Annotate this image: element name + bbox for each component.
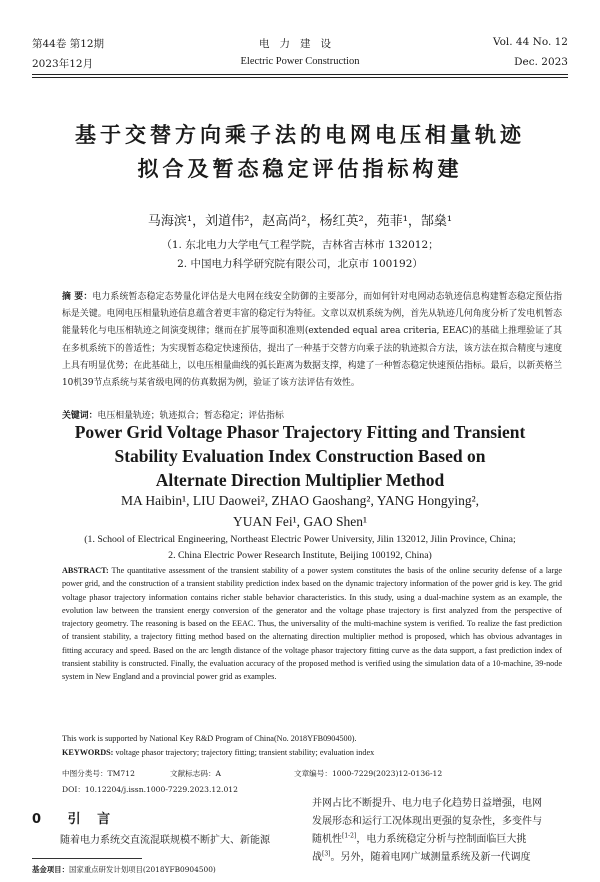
authors-en-line1: MA Haibin¹, LIU Daowei², ZHAO Gaoshang², YANG Hongying², — [120, 493, 480, 508]
header-rule — [32, 74, 568, 75]
title-en — [20, 420, 580, 492]
abstract-cn — [62, 289, 562, 392]
header-journal-en: Electric Power Construction — [240, 56, 360, 67]
keywords-en-text: voltage phasor trajectory; trajectory fitting; transient stability; evaluation index — [113, 748, 375, 757]
authors-en-line2: YUAN Fei¹, GAO Shen¹ — [232, 514, 368, 529]
keywords-cn-label: 关键词： — [62, 411, 98, 421]
footnote-text: 国家重点研发计划项目(2018YFB0904500) — [68, 865, 216, 874]
body-column-right — [312, 795, 570, 867]
affiliation-en-line1: (1. School of Electrical Engineering, Northeast Electric Power University, Jilin 132012, Jilin Province, China; — [84, 534, 516, 545]
footnote — [32, 864, 216, 875]
body-right-line3b: ，电力系统稳定分析与控制面临巨大挑 — [356, 834, 527, 845]
doi: DOI：10.12204/j.issn.1000-7229.2023.12.012 — [62, 785, 238, 794]
title-cn — [20, 118, 580, 186]
section-heading — [32, 808, 116, 827]
header-date-en: Dec. 2023 — [514, 56, 568, 68]
title-cn-line1: 基于交替方向乘子法的电网电压相量轨迹 — [75, 123, 525, 147]
funding-en: This work is supported by National Key R&D Program of China(No. 2018YFB0904500). — [62, 734, 357, 743]
body-right-line3 — [312, 831, 570, 849]
citation-ref: [1-2] — [342, 832, 357, 840]
header-rule-thin — [32, 77, 568, 78]
affiliation-cn-line1: （1. 东北电力大学电气工程学院，吉林省吉林市 132012； — [161, 239, 439, 251]
title-cn-line2: 拟合及暂态稳定评估指标构建 — [137, 157, 463, 181]
body-right-line1: 并网占比不断提升、电力电子化趋势日益增强，电网 — [312, 798, 542, 809]
title-en-line1: Power Grid Voltage Phasor Trajectory Fitting and Transient — [74, 422, 526, 442]
abstract-en-label: ABSTRACT: — [62, 566, 109, 575]
abstract-cn-text: 电力系统暂态稳定态势量化评估是大电网在线安全防御的主要部分，而如何针对电网动态轨迹信息构建暂态稳定预估指标是关键。电网电压相量轨迹信息蕴含着更丰富的稳定行为特征。文章以双机系统为例，首先从轨迹几何角度分析了发电机暂态能量转化与电压相轨迹之间演变规律；继而在扩展等面积准则(extended equal area criteria, EEAC)的基础上推理验证了其在多机系统下的普适性；为实现暂态稳定快速预估，提出了一种基于交替方向乘子法的轨迹拟合方法，该方法在拟合精度与速度上具有明显优势；在此基础上，以电压相量曲线的弧长距离为数据支撑，构建了一种暂态稳定快速预估指标。最后，以新英格兰10机39节点系统与某省级电网的仿真数据为例，验证了该方法评估有效性。 — [62, 292, 562, 389]
affiliations-en — [20, 532, 580, 564]
body-right-line4b: 。另外，随着电网广域测量系统及新一代调度 — [330, 852, 531, 863]
footnote-rule — [32, 858, 142, 859]
abstract-en-text: The quantitative assessment of the transient stability of a power system constitutes the basis of the online security defense of a large power grid, and the construction of a transient stability prediction index based on the dynamic trajectory information of the power grid is key. The grid voltage phasor trajectory information contains richer stable behavior characteristics. In this study, using a dual-machine system as an example, the evolution law between the transient energy conversion of the generator and the voltage phase trajectory is first analyzed from the perspective of trajectory geometry. The reasoning is based on the EEAC. Thus, the universality of the multi-machine system is verified. To realize the fast prediction of transient stability, a trajectory fitting method based on the alternating direction multiplier method is proposed, which has obvious advantages in fitting accuracy and speed. Based on the arc length distance of the voltage phasor trajectory fitting curve as the data support, a fast prediction index of transient stability is constructed. Finally, the evaluation accuracy of the proposed method is verified using the simulation data of a 10-machine, 39-node system in New England and a provincial power grid as examples. — [62, 566, 562, 682]
section-number: 0 — [32, 812, 48, 827]
journal-header — [32, 30, 568, 76]
title-en-line3: Alternate Direction Multiplier Method — [155, 470, 445, 490]
keywords-en — [62, 748, 562, 757]
header-journal-cn: 电力建设 — [259, 38, 341, 50]
body-column-left — [60, 832, 290, 850]
abstract-en — [62, 564, 562, 684]
header-volume-cn: 第44卷 第12期 — [32, 38, 105, 50]
body-right-line2: 发展形态和运行工况体现出更强的复杂性，多变件与 — [312, 816, 542, 827]
citation-ref: [3] — [322, 850, 331, 858]
clc-number: 中图分类号：TM712 — [62, 769, 135, 778]
affiliations-cn — [0, 236, 600, 274]
authors-en — [40, 490, 560, 532]
article-number: 文章编号：1000-7229(2023)12-0136-12 — [294, 769, 443, 778]
keywords-en-label: KEYWORDS: — [62, 748, 114, 757]
title-en-line2: Stability Evaluation Index Construction Based on — [114, 446, 486, 466]
affiliation-en-line2: 2. China Electric Power Research Institute, Beijing 100192, China) — [168, 550, 432, 561]
body-left-line1: 随着电力系统交直流混联规模不断扩大、新能源 — [60, 835, 270, 846]
body-right-line4 — [312, 849, 570, 867]
body-right-line3a: 随机性 — [312, 834, 342, 845]
authors-cn: 马海滨¹，刘道伟²，赵高尚²，杨红英²，苑菲¹，郜燊¹ — [147, 214, 453, 229]
header-volume-en: Vol. 44 No. 12 — [492, 36, 568, 48]
footnote-label: 基金项目： — [32, 865, 69, 874]
keywords-cn-text: 电压相量轨迹；轨迹拟合；暂态稳定；评估指标 — [97, 411, 284, 421]
section-title: 引 言 — [67, 812, 117, 827]
body-right-line4a: 战 — [312, 852, 322, 863]
document-code: 文献标志码：A — [170, 769, 222, 778]
abstract-cn-label: 摘 要： — [62, 292, 93, 302]
affiliation-cn-line2: 2. 中国电力科学研究院有限公司，北京市 100192） — [177, 258, 423, 270]
header-date-cn: 2023年12月 — [32, 58, 94, 70]
